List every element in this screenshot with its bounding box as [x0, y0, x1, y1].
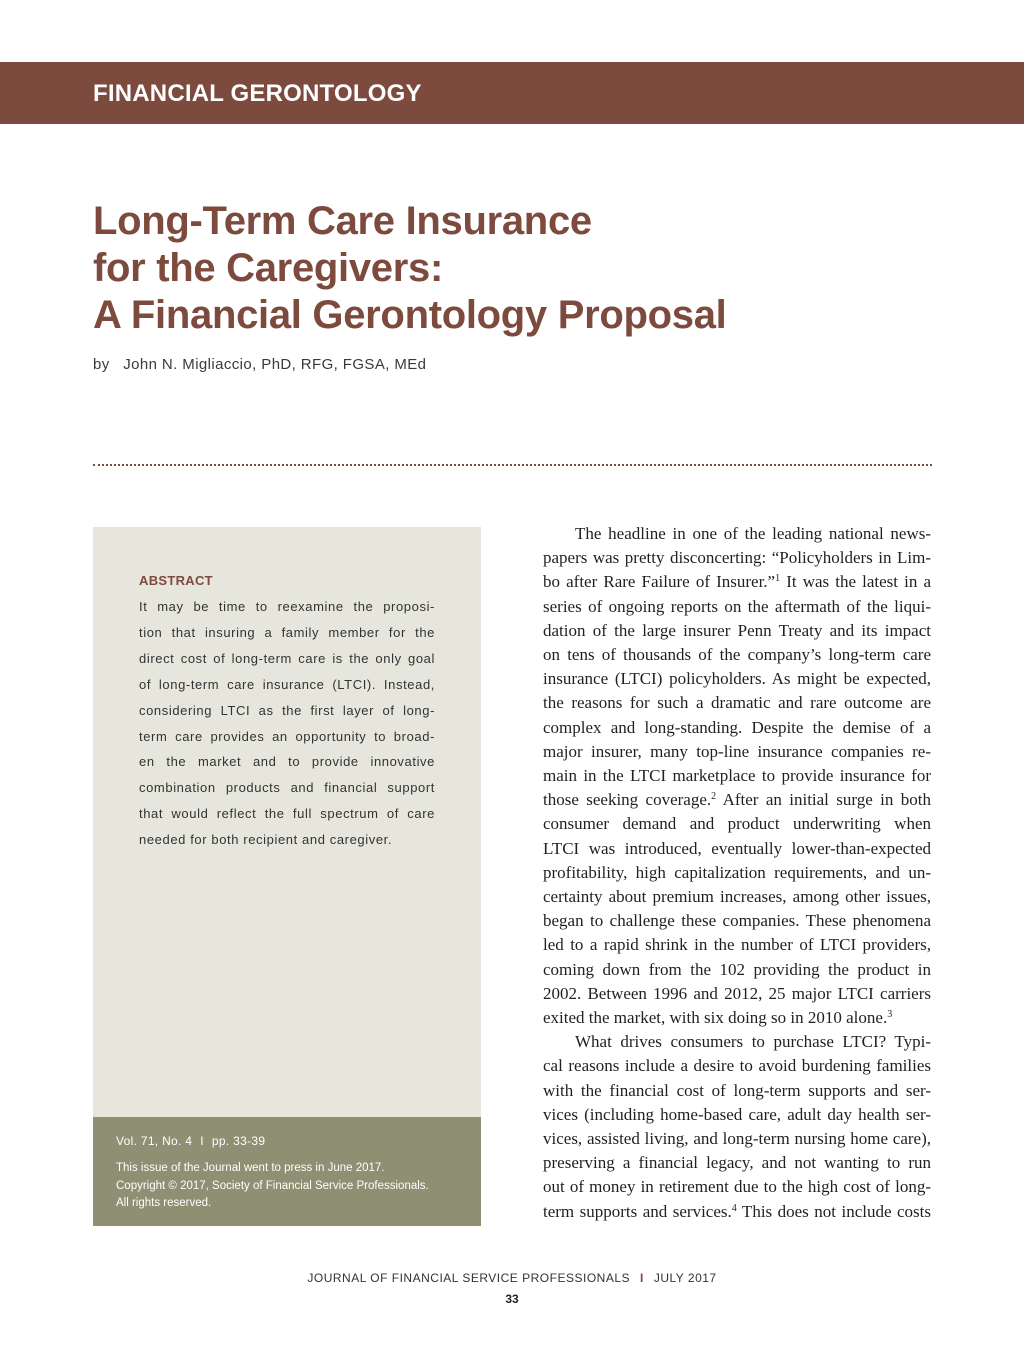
body-line: [543, 1030, 931, 1054]
abstract-line: considering LTCI as the first layer of long-: [139, 702, 435, 718]
body-line-text: term supports and services.: [543, 1201, 732, 1221]
volume-info: [116, 1134, 265, 1148]
body-line-text: consumer demand and product underwriting when: [543, 814, 931, 834]
body-line: [543, 958, 931, 982]
body-line-text: certainty about premium increases, among other issues,: [543, 887, 931, 907]
body-line-text: those seeking coverage.: [543, 790, 712, 810]
author-name: John N. Migliaccio, PhD, RFG, FGSA, MEd: [123, 356, 427, 373]
body-line-text: profitability, high capitalization requirements, and un-: [543, 862, 931, 882]
body-line: [543, 1079, 931, 1103]
body-line: [543, 837, 931, 861]
body-line-text: papers was pretty disconcerting: “Policyholders in Lim-: [543, 548, 931, 568]
volume-separator: I: [200, 1134, 204, 1148]
abstract-line: needed for both recipient and caregiver.: [139, 832, 393, 848]
body-line: [543, 1103, 931, 1127]
body-line-text: insurance (LTCI) policyholders. As might be expected,: [543, 669, 931, 689]
body-line: [543, 716, 931, 740]
dotted-divider: [93, 464, 932, 466]
article-title: [93, 198, 933, 339]
byline-prefix: by: [93, 356, 110, 373]
page-footer: [0, 1271, 1024, 1285]
publication-note: [116, 1160, 429, 1213]
body-line-text: main in the LTCI marketplace to provide insurance for: [543, 766, 931, 786]
body-line: [543, 861, 931, 885]
abstract-line: that would reflect the full spectrum of care: [139, 806, 435, 822]
body-line: [543, 643, 931, 667]
body-line: [543, 740, 931, 764]
body-line-text: the reasons for such a dramatic and rare outcome are: [543, 693, 931, 713]
article-body: [543, 522, 931, 1224]
abstract-line: combination products and financial support: [139, 780, 435, 796]
body-line-text: on tens of thousands of the company’s long-term care: [543, 645, 931, 665]
body-line: [543, 546, 931, 570]
body-line: [543, 619, 931, 643]
byline: [93, 356, 426, 373]
body-line-text: out of money in retirement due to the high cost of long-: [543, 1177, 931, 1197]
journal-name: JOURNAL OF FINANCIAL SERVICE PROFESSIONALS: [307, 1271, 630, 1285]
body-line-text: complex and long-standing. Despite the demise of a: [543, 717, 931, 737]
body-line: [543, 1175, 931, 1199]
body-line: [543, 1200, 931, 1224]
body-line: [543, 764, 931, 788]
body-line-text: series of ongoing reports on the aftermath of the liqui-: [543, 596, 931, 616]
footer-separator: I: [640, 1271, 644, 1285]
article-title-line: A Financial Gerontology Proposal: [93, 293, 727, 337]
body-line-text: major insurer, many top-line insurance companies re-: [543, 741, 931, 761]
body-line-text: with the financial cost of long-term supports and ser-: [543, 1080, 931, 1100]
abstract-text: [139, 594, 435, 853]
body-line: [543, 909, 931, 933]
body-line-text: exited the market, with six doing so in 2010 alone.: [543, 1008, 888, 1028]
body-line-text: LTCI was introduced, eventually lower-than-expected: [543, 838, 931, 858]
footnote-marker: 1: [775, 573, 781, 585]
body-line-text: After an initial surge in both: [716, 790, 931, 810]
footnote-marker: 3: [887, 1009, 893, 1021]
body-line-text: vices (including home-based care, adult day health ser-: [543, 1104, 931, 1124]
footnote-marker: 4: [731, 1202, 737, 1214]
abstract-line: en the market and to provide innovative: [139, 754, 435, 770]
publication-note-line: All rights reserved.: [116, 1197, 212, 1209]
abstract-heading: ABSTRACT: [139, 573, 213, 588]
page-number: 33: [505, 1292, 519, 1306]
body-line-text: led to a rapid shrink in the number of LTCI providers,: [543, 935, 931, 955]
article-title-line: Long-Term Care Insurance: [93, 199, 592, 243]
body-line: [543, 812, 931, 836]
body-line-text: coming down from the 102 providing the product in: [543, 959, 931, 979]
body-line-text: The headline in one of the leading national news-: [575, 524, 931, 543]
section-title: FINANCIAL GERONTOLOGY: [93, 80, 422, 107]
publication-note-line: This issue of the Journal went to press in June 2017.: [116, 1162, 385, 1174]
page-range: pp. 33-39: [211, 1134, 266, 1148]
body-line-text: dation of the large insurer Penn Treaty and its impact: [543, 620, 931, 640]
body-line-text: What drives consumers to purchase LTCI? Typi-: [575, 1032, 931, 1052]
body-line-text: bo after Rare Failure of Insurer.”: [543, 572, 776, 592]
body-line: [543, 1151, 931, 1175]
body-line: [543, 933, 931, 957]
body-line: [543, 885, 931, 909]
body-line: [543, 570, 931, 594]
body-line: [543, 788, 931, 812]
abstract-line: of long-term care insurance (LTCI). Instead,: [139, 676, 435, 692]
footnote-marker: 2: [711, 791, 717, 803]
article-title-line: for the Caregivers:: [93, 246, 443, 290]
body-line-text: began to challenge these companies. These phenomena: [543, 911, 931, 931]
body-line-text: This does not include costs: [736, 1201, 931, 1221]
body-line: [543, 1054, 931, 1078]
publication-note-line: Copyright © 2017, Society of Financial Service Professionals.: [116, 1179, 429, 1192]
body-line-text: 2002. Between 1996 and 2012, 25 major LTCI carriers: [543, 983, 931, 1003]
abstract-line: tion that insuring a family member for the: [139, 624, 435, 640]
abstract-line: direct cost of long-term care is the only goal: [139, 650, 435, 666]
abstract-line: term care provides an opportunity to broad-: [139, 728, 435, 744]
body-line-text: preserving a financial legacy, and not wanting to run: [543, 1153, 931, 1173]
body-line-text: vices, assisted living, and long-term nursing home care),: [543, 1129, 931, 1149]
body-line: [543, 691, 931, 715]
body-line: [543, 667, 931, 691]
issue-date: JULY 2017: [653, 1271, 717, 1285]
body-line: [543, 595, 931, 619]
body-line-text: cal reasons include a desire to avoid burdening families: [543, 1056, 931, 1076]
body-line-text: It was the latest in a: [780, 572, 931, 592]
volume-number: Vol. 71, No. 4: [116, 1134, 193, 1148]
body-line: [543, 522, 931, 546]
abstract-line: It may be time to reexamine the proposi-: [139, 599, 435, 614]
body-line: [543, 1127, 931, 1151]
body-line: [543, 982, 931, 1006]
body-line: [543, 1006, 931, 1030]
